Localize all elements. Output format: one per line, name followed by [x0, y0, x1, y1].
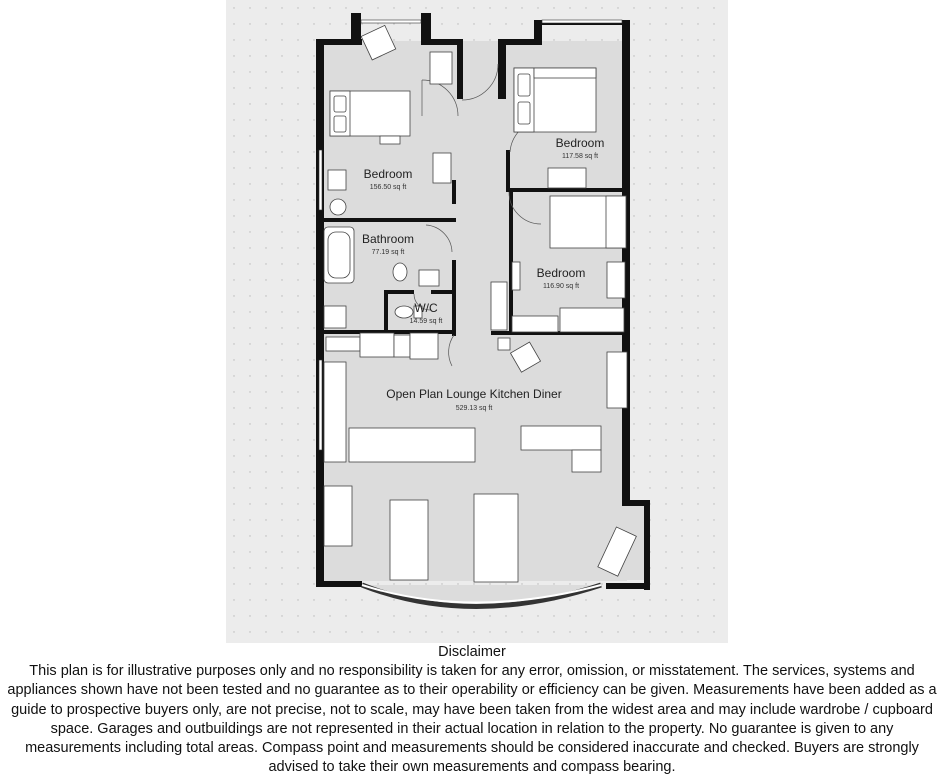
room-area-bathroom: 77.19 sq ft	[371, 249, 405, 256]
room-area-lounge-kitchen-diner: 529.13 sq ft	[455, 405, 493, 412]
floor-plan	[226, 0, 728, 643]
room-area-bedroom-2: 117.58 sq ft	[561, 153, 599, 160]
room-name-bedroom-3: Bedroom	[536, 266, 586, 280]
floor-plan-drawing	[226, 0, 728, 643]
disclaimer-text: This plan is for illustrative purposes only and no responsibility is taken for any error, omission, or misstatement. The services, systems and appliances shown have not been tested and no guarantee as to their operability or efficiency can be given. Measurements have been added as a guide to prospective buyers only, are not precise, not to scale, may have been taken from the widest area and may include wardrobe / cupboard space. Garages and outbuildings are not represented in their actual location in relation to the property. No guarantee is given to any measurements including total areas. Compass point and measurements should be considered inaccurate and checked. Buyers are strongly advised to take their own measurements and compass bearing.	[7, 663, 937, 776]
room-name-bedroom-1: Bedroom	[363, 167, 413, 181]
room-name-bedroom-2: Bedroom	[555, 136, 605, 150]
room-area-bedroom-3: 116.90 sq ft	[542, 283, 580, 290]
disclaimer	[0, 643, 944, 778]
room-name-wc: W/C	[414, 301, 438, 315]
disclaimer-title: Disclaimer	[438, 644, 506, 660]
room-area-bedroom-1: 156.50 sq ft	[369, 184, 407, 191]
room-name-bathroom: Bathroom	[361, 232, 415, 246]
room-area-wc: 14.59 sq ft	[409, 318, 443, 325]
room-name-lounge-kitchen-diner: Open Plan Lounge Kitchen Diner	[386, 387, 562, 401]
